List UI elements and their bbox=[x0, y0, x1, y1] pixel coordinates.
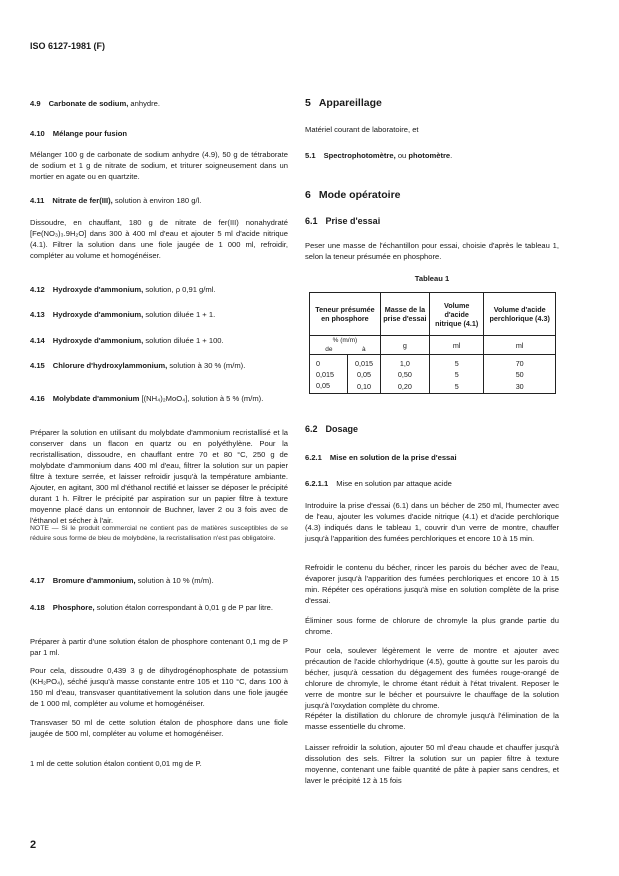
section-title: Hydroxyde d'ammonium, bbox=[52, 310, 144, 319]
section-number: 6.2.1 bbox=[305, 453, 322, 462]
table-cell: 5 bbox=[429, 369, 483, 380]
section-number: 4.14 bbox=[30, 336, 45, 345]
section-number: 6.1 bbox=[305, 216, 318, 226]
section-title: Chlorure d'hydroxylammonium, bbox=[52, 361, 168, 370]
paragraph: Introduire la prise d'essai (6.1) dans un bécher de 250 ml, l'humecter avec de l'eau, ajouter les volumes d'acide nitrique (4.1) et d'acide perchlorique (4.3) indiqués dans le tableau 1, couvrir d'un verre de montre, chauffer jusqu'à l'apparition des fumées perchloriques et encore 10 à 15 min. bbox=[305, 501, 559, 543]
table-cell: 30 bbox=[484, 380, 556, 394]
paragraph: Préparer la solution en utilisant du molybdate d'ammonium recristallisé et la conserver dans un flacon en quartz ou en polyéthylène. Pour la recristallisation, dissoudre, en chauffant entre 70 et 80 °C, 250 g de molybdate d'ammonium dans 400 ml d'eau, filtrer la solution sur un papier filtre à texture serrée, et laisser refroidir jusqu'à la température ambiante. Ajouter, en agitant, 300 ml d'éthanol rectifié et laisser se déposer le précipité durant 1 h. Filtrer le précipité par aspiration sur un papier filtre à texture moyenne placé dans un entonnoir de Buchner, laver 2 ou 3 fois avec de l'éthanol et sécher à l'air. bbox=[30, 428, 288, 525]
section-title: Dosage bbox=[325, 424, 359, 434]
section-6-2-1 bbox=[305, 452, 559, 463]
section-title: Mise en solution par attaque acide bbox=[336, 479, 452, 488]
section-4-10 bbox=[30, 128, 288, 139]
paragraph: Répéter la distillation du chlorure de chromyle jusqu'à l'élimination de la masse essentielle du chrome. bbox=[305, 711, 559, 731]
table-cell: 5 bbox=[429, 380, 483, 394]
section-number: 4.12 bbox=[30, 285, 45, 294]
table-row bbox=[310, 380, 556, 394]
paragraph: Mélanger 100 g de carbonate de sodium anhydre (4.9), 50 g de tétraborate de sodium et 1 g de nitrate de sodium, et triturer soigneusement dans un mortier en agate ou en quartzite. bbox=[30, 150, 288, 181]
unit-cell: ml bbox=[429, 336, 483, 355]
section-number: 4.16 bbox=[30, 394, 45, 403]
section-text: solution diluée 1 + 100. bbox=[143, 336, 224, 345]
paragraph: Laisser refroidir la solution, ajouter 50 ml d'eau chaude et chauffer jusqu'à dissolution des sels. Filtrer la solution sur un papier filtre à texture moyenne, contenant une faible quantité de pâte à papier sans cendres, et laver le précipité 12 à 15 fois bbox=[305, 743, 559, 785]
paragraph: Transvaser 50 ml de cette solution étalon de phosphore dans une fiole jaugée de 500 ml, compléter au volume et homogénéiser. bbox=[30, 718, 288, 738]
table-cell: 0,10 bbox=[348, 380, 381, 394]
paragraph: 1 ml de cette solution étalon contient 0,01 mg de P. bbox=[30, 759, 202, 768]
table-cell: 0,50 bbox=[380, 369, 429, 380]
table-cell: 0 bbox=[310, 355, 348, 369]
section-text: solution à 30 % (m/m). bbox=[167, 361, 246, 370]
column-header: Volume d'acide nitrique (4.1) bbox=[429, 293, 483, 336]
section-title: photomètre bbox=[408, 151, 451, 160]
section-text: . bbox=[450, 151, 453, 160]
paragraph: Préparer à partir d'une solution étalon de phosphore contenant 0,1 mg de P par 1 ml. bbox=[30, 637, 288, 657]
section-4-11 bbox=[30, 195, 288, 206]
section-title: Hydroxyde d'ammonium, bbox=[52, 336, 144, 345]
section-title: Molybdate d'ammonium bbox=[52, 394, 140, 403]
section-title: Mélange pour fusion bbox=[52, 129, 128, 138]
section-title: Phosphore, bbox=[52, 603, 95, 612]
table-row bbox=[310, 369, 556, 380]
table-cell: 0,20 bbox=[380, 380, 429, 394]
table-cell: 0,015 bbox=[348, 355, 381, 369]
section-number: 4.18 bbox=[30, 603, 45, 612]
section-4-17 bbox=[30, 575, 288, 586]
table-cell: 0,015 bbox=[310, 369, 348, 380]
section-6-2-1-1 bbox=[305, 478, 559, 489]
column-header: Masse de la prise d'essai bbox=[380, 293, 429, 336]
section-title: Appareillage bbox=[318, 97, 382, 109]
table-cell: 5 bbox=[429, 355, 483, 369]
section-number: 4.15 bbox=[30, 361, 45, 370]
section-title: Hydroxyde d'ammonium, bbox=[52, 285, 144, 294]
subheader-cell: à bbox=[348, 345, 381, 355]
section-4-12 bbox=[30, 284, 288, 295]
column-header: Volume d'acide perchlorique (4.3) bbox=[484, 293, 556, 336]
section-6-2 bbox=[305, 424, 559, 435]
page-number: 2 bbox=[30, 839, 37, 851]
paragraph: Refroidir le contenu du bécher, rincer les parois du bécher avec de l'eau, évaporer jusqu'à l'apparition des fumées perchloriques et encore 10 à 15 min. Répéter ces opérations jusqu'à mise en solution complète de la prise d'essai. bbox=[305, 563, 559, 605]
section-text: ou bbox=[395, 151, 409, 160]
note: NOTE — Si le produit commercial ne contient pas de matières susceptibles de se réduire sous forme de bleu de molybdène, la recristallisation n'est pas obligatoire. bbox=[30, 525, 288, 542]
paragraph: Peser une masse de l'échantillon pour essai, choisie d'après le tableau 1, selon la teneur présumée en phosphore. bbox=[305, 241, 559, 261]
section-title: Bromure d'ammonium, bbox=[52, 576, 136, 585]
section-number: 4.17 bbox=[30, 576, 45, 585]
section-6 bbox=[305, 190, 559, 201]
paragraph: Matériel courant de laboratoire, et bbox=[305, 125, 419, 134]
section-title: Spectrophotomètre, bbox=[323, 151, 396, 160]
unit-cell: g bbox=[380, 336, 429, 355]
section-4-18 bbox=[30, 602, 288, 613]
section-5 bbox=[305, 98, 559, 109]
section-text: anhydre. bbox=[128, 99, 160, 108]
section-title: Prise d'essai bbox=[325, 216, 381, 226]
section-text: solution, ρ 0,91 g/ml. bbox=[143, 285, 216, 294]
section-number: 4.11 bbox=[30, 196, 45, 205]
document-header: ISO 6127-1981 (F) bbox=[30, 41, 106, 51]
section-text: [(NH₄)₂MoO₄], solution à 5 % (m/m). bbox=[139, 394, 264, 403]
section-4-14 bbox=[30, 335, 288, 346]
table-row bbox=[310, 355, 556, 369]
section-number: 6.2.1.1 bbox=[305, 479, 329, 488]
table-cell: 0,05 bbox=[348, 369, 381, 380]
table-cell: 50 bbox=[484, 369, 556, 380]
section-4-15 bbox=[30, 360, 288, 371]
paragraph: Pour cela, dissoudre 0,439 3 g de dihydrogénophosphate de potassium (KH₂PO₄), séché jusqu'à masse constante entre 105 et 110 °C, dans 100 à 150 ml d'eau, transvaser quantitativement la solution dans une fiole jaugée de 1 000 ml, compléter au volume et homogénéiser. bbox=[30, 666, 288, 708]
section-4-9 bbox=[30, 98, 288, 109]
unit-cell: % (m/m) bbox=[310, 336, 381, 346]
section-4-16 bbox=[30, 393, 288, 404]
section-4-13 bbox=[30, 309, 288, 320]
section-number: 4.9 bbox=[30, 99, 41, 108]
section-number: 6 bbox=[305, 189, 311, 201]
table-cell: 0,05 bbox=[310, 380, 348, 394]
section-text: solution à environ 180 g/l. bbox=[112, 196, 202, 205]
subheader-cell: de bbox=[310, 345, 348, 355]
section-number: 6.2 bbox=[305, 424, 318, 434]
paragraph: Éliminer sous forme de chlorure de chromyle la plus grande partie du chrome. bbox=[305, 616, 559, 636]
section-title: Mode opératoire bbox=[318, 189, 401, 201]
section-number: 5 bbox=[305, 97, 311, 109]
paragraph: Pour cela, soulever légèrement le verre de montre et ajouter avec précaution de l'acide chlorhydrique (4.5), goutte à goutte sur les parois du bécher, jusqu'à cessation du dégagement des fumées rouge-orangé de chlorure de chromyle, le chrome étant réduit à l'état trivalent. Reposer le verre de montre sur le bécher et poursuivre le chauffage de la solution jusqu'à l'oxydation complète du chrome. bbox=[305, 646, 559, 710]
section-text: solution étalon correspondant à 0,01 g de P par litre. bbox=[94, 603, 273, 612]
table-caption: Tableau 1 bbox=[414, 274, 450, 283]
paragraph: Dissoudre, en chauffant, 180 g de nitrate de fer(III) nonahydraté [Fe(NO₃)₃.9H₂O] dans 300 à 400 ml d'eau et ajouter 5 ml d'acide nitrique (4.1). Filtrer la solution dans une fiole jaugée de 1 000 ml, refroidir, compléter au volume et homogénéiser. bbox=[30, 218, 288, 260]
table-cell: 1,0 bbox=[380, 355, 429, 369]
section-text: solution à 10 % (m/m). bbox=[135, 576, 214, 585]
section-title: Nitrate de fer(III), bbox=[52, 196, 113, 205]
section-6-1 bbox=[305, 216, 559, 227]
section-text: solution diluée 1 + 1. bbox=[143, 310, 216, 319]
section-number: 4.10 bbox=[30, 129, 45, 138]
table-cell: 70 bbox=[484, 355, 556, 369]
unit-cell: ml bbox=[484, 336, 556, 355]
section-number: 4.13 bbox=[30, 310, 45, 319]
section-title: Mise en solution de la prise d'essai bbox=[329, 453, 457, 462]
column-header: Teneur présumée en phosphore bbox=[310, 293, 381, 336]
section-5-1 bbox=[305, 150, 559, 161]
table-1 bbox=[309, 292, 556, 394]
section-title: Carbonate de sodium, bbox=[48, 99, 129, 108]
section-number: 5.1 bbox=[305, 151, 316, 160]
